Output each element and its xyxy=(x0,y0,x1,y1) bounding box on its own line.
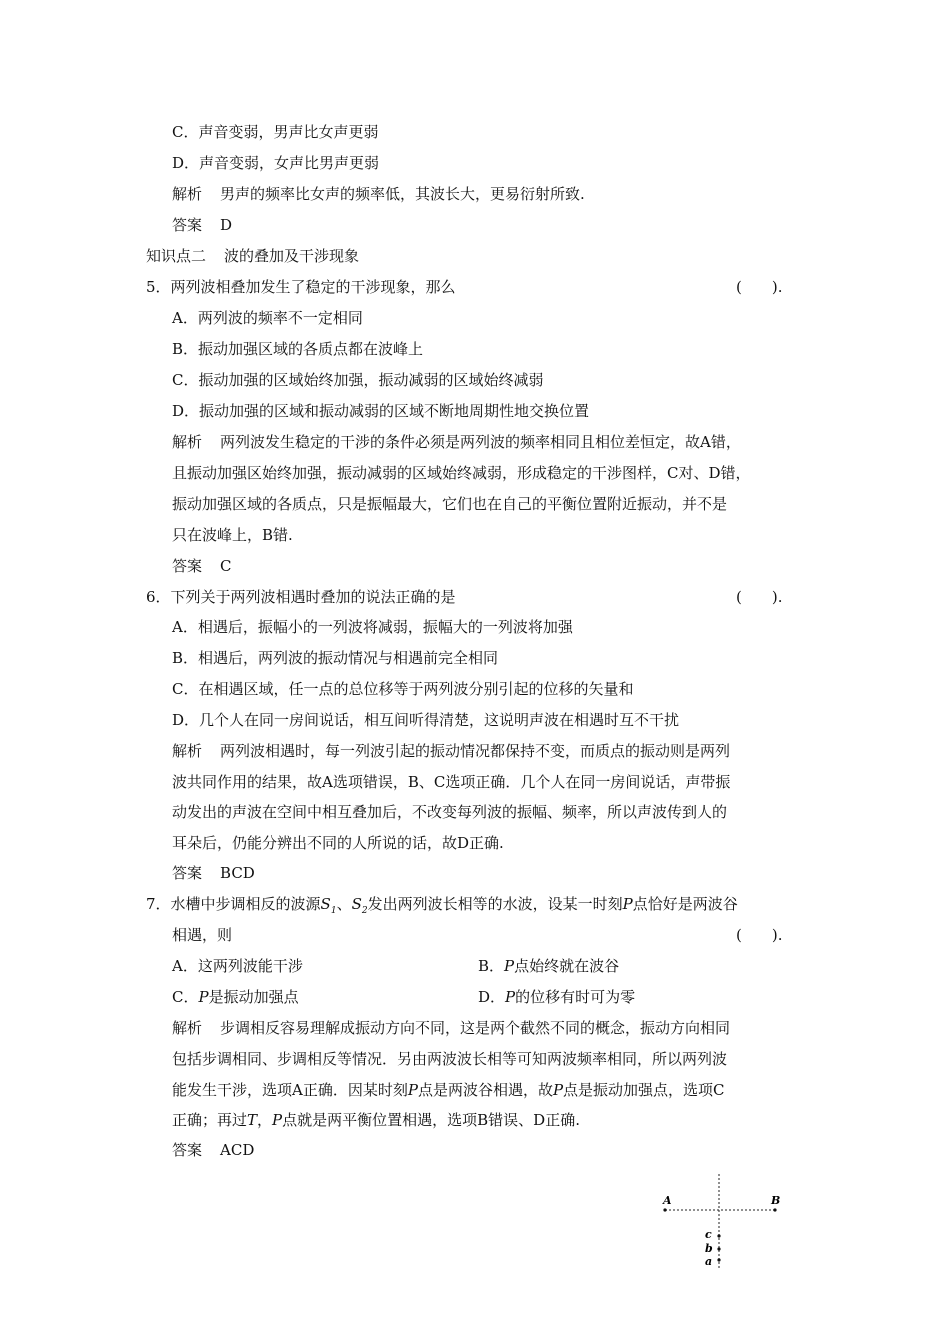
q5-analysis-line-2: 且振动加强区始终加强，振动减弱的区域始终减弱，形成稳定的干涉图样，C对、D错， xyxy=(172,464,751,482)
point-p: P xyxy=(272,1111,283,1129)
section-subtitle: 波的叠加及干涉现象 xyxy=(224,247,360,265)
q4-option-c: C．声音变弱，男声比女声更弱 xyxy=(172,123,379,141)
q7-option-d xyxy=(478,987,635,1007)
option-letter: D． xyxy=(478,988,506,1006)
separator: ， xyxy=(257,1111,273,1129)
q7-answer-blank: ( ). xyxy=(736,926,783,944)
section-heading xyxy=(146,246,359,266)
q5-option-c: C．振动加强的区域始终加强，振动减弱的区域始终减弱 xyxy=(172,371,544,389)
analysis-text: 点是振动加强点，选项C xyxy=(563,1081,725,1099)
answer-label: 答案 xyxy=(172,1141,203,1159)
q7-option-b xyxy=(478,956,619,976)
analysis-text: 两列波发生稳定的干涉的条件必须是两列波的频率相同且相位差恒定，故A错， xyxy=(220,433,741,451)
subscript: 1 xyxy=(330,906,337,916)
q6-option-b: B．相遇后，两列波的振动情况与相遇前完全相同 xyxy=(172,649,499,667)
label-a-upper: A xyxy=(663,1194,672,1207)
q6-option-a: A．相遇后，振幅小的一列波将减弱，振幅大的一列波将加强 xyxy=(172,618,573,636)
analysis-text: 两列波相遇时，每一列波引起的振动情况都保持不变，而质点的振动则是两列 xyxy=(220,742,731,760)
point-b xyxy=(717,1247,720,1250)
q6-analysis-line-4: 耳朵后，仍能分辨出不同的人所说的话，故D正确. xyxy=(172,834,504,852)
q5-analysis-line-3: 振动加强区域的各质点，只是振幅最大，它们也在自己的平衡位置附近振动，并不是 xyxy=(172,495,728,513)
source-s1 xyxy=(320,895,337,916)
separator: 、 xyxy=(336,895,352,913)
stem-text: 发出两列波长相等的水波，设某一时刻 xyxy=(367,895,623,913)
q5-option-d: D．振动加强的区域和振动减弱的区域不断地周期性地交换位置 xyxy=(172,402,590,420)
q7-analysis-line-1 xyxy=(172,1018,730,1038)
period-t: T xyxy=(247,1111,258,1129)
option-text: 是振动加强点 xyxy=(208,988,299,1006)
q5-option-b: B．振动加强区域的各质点都在波峰上 xyxy=(172,340,424,358)
analysis-label: 解析 xyxy=(172,185,203,203)
option-text: 的位移有时可为零 xyxy=(515,988,636,1006)
q6-analysis-line-1 xyxy=(172,741,730,761)
q4-answer xyxy=(172,215,232,235)
point-p: P xyxy=(622,895,633,913)
point-p: P xyxy=(407,1081,418,1099)
answer-value: D xyxy=(220,216,233,234)
analysis-label: 解析 xyxy=(172,742,203,760)
option-letter: B． xyxy=(478,957,505,975)
q5-analysis-line-4: 只在波峰上，B错. xyxy=(172,526,293,544)
label-c: c xyxy=(705,1228,712,1241)
label-a: a xyxy=(705,1255,713,1268)
answer-label: 答案 xyxy=(172,557,203,575)
q7-analysis-line-4 xyxy=(172,1110,580,1130)
q7-stem-line-2: 相遇，则 xyxy=(172,926,233,944)
point-c xyxy=(717,1234,720,1237)
q7-answer xyxy=(172,1140,254,1160)
analysis-text: 步调相反容易理解成振动方向不同，这是两个截然不同的概念，振动方向相同 xyxy=(220,1019,731,1037)
wave-figure xyxy=(655,1170,785,1275)
stem-text: 7．水槽中步调相反的波源 xyxy=(146,895,321,913)
answer-value: C xyxy=(220,557,232,575)
source-s2 xyxy=(351,895,368,916)
q5-stem: 5．两列波相叠加发生了稳定的干涉现象，那么 xyxy=(146,278,456,296)
q7-option-c xyxy=(172,987,299,1007)
option-letter: C． xyxy=(172,988,199,1006)
answer-value: ACD xyxy=(220,1141,255,1159)
analysis-text: 正确；再过 xyxy=(172,1111,248,1129)
q5-answer-blank: ( ). xyxy=(736,278,783,296)
q6-option-c: C．在相遇区域，任一点的总位移等于两列波分别引起的位移的矢量和 xyxy=(172,680,634,698)
point-p: P xyxy=(552,1081,564,1099)
point-b-upper xyxy=(773,1208,776,1211)
symbol-s: S xyxy=(351,895,362,913)
option-text: 点始终就在波谷 xyxy=(514,957,620,975)
q6-analysis-line-2: 波共同作用的结果，故A选项错误，B、C选项正确．几个人在同一房间说话，声带振 xyxy=(172,773,731,791)
q4-analysis xyxy=(172,184,585,204)
section-title: 知识点二 xyxy=(146,247,207,265)
q5-answer xyxy=(172,556,232,576)
label-b-upper: B xyxy=(771,1194,781,1207)
analysis-text: 点是两波谷相遇，故 xyxy=(417,1081,553,1099)
q5-option-a: A．两列波的频率不一定相同 xyxy=(172,309,363,327)
point-a-upper xyxy=(663,1208,666,1211)
q6-answer-blank: ( ). xyxy=(736,588,783,606)
answer-label: 答案 xyxy=(172,216,203,234)
q7-option-a: A．这两列波能干涉 xyxy=(172,957,303,975)
symbol-s: S xyxy=(320,895,331,913)
q6-answer xyxy=(172,863,255,883)
q7-analysis-line-3 xyxy=(172,1080,725,1100)
analysis-text: 点就是两平衡位置相遇，选项B错误、D正确. xyxy=(282,1111,580,1129)
label-b: b xyxy=(705,1242,713,1255)
q6-analysis-line-3: 动发出的声波在空间中相互叠加后，不改变每列波的振幅、频率，所以声波传到人的 xyxy=(172,803,728,821)
q6-option-d: D．几个人在同一房间说话，相互间听得清楚，这说明声波在相遇时互不干扰 xyxy=(172,711,680,729)
point-p: P xyxy=(198,988,209,1006)
analysis-label: 解析 xyxy=(172,1019,203,1037)
stem-text: 点恰好是两波谷 xyxy=(632,895,738,913)
point-p: P xyxy=(504,957,515,975)
analysis-label: 解析 xyxy=(172,433,203,451)
q7-analysis-line-2: 包括步调相同、步调相反等情况．另由两波波长相等可知两波频率相同，所以两列波 xyxy=(172,1050,728,1068)
q6-stem: 6．下列关于两列波相遇时叠加的说法正确的是 xyxy=(146,588,456,606)
answer-label: 答案 xyxy=(172,864,203,882)
q5-analysis-line-1 xyxy=(172,432,741,452)
point-a xyxy=(717,1258,720,1261)
analysis-text: 能发生干涉，选项A正确．因某时刻 xyxy=(172,1081,408,1099)
point-p: P xyxy=(505,988,516,1006)
q7-stem-line-1 xyxy=(146,894,738,921)
analysis-text: 男声的频率比女声的频率低，其波长大，更易衍射所致. xyxy=(220,185,585,203)
q4-option-d: D．声音变弱，女声比男声更弱 xyxy=(172,154,380,172)
answer-value: BCD xyxy=(220,864,255,882)
subscript: 2 xyxy=(361,906,368,916)
